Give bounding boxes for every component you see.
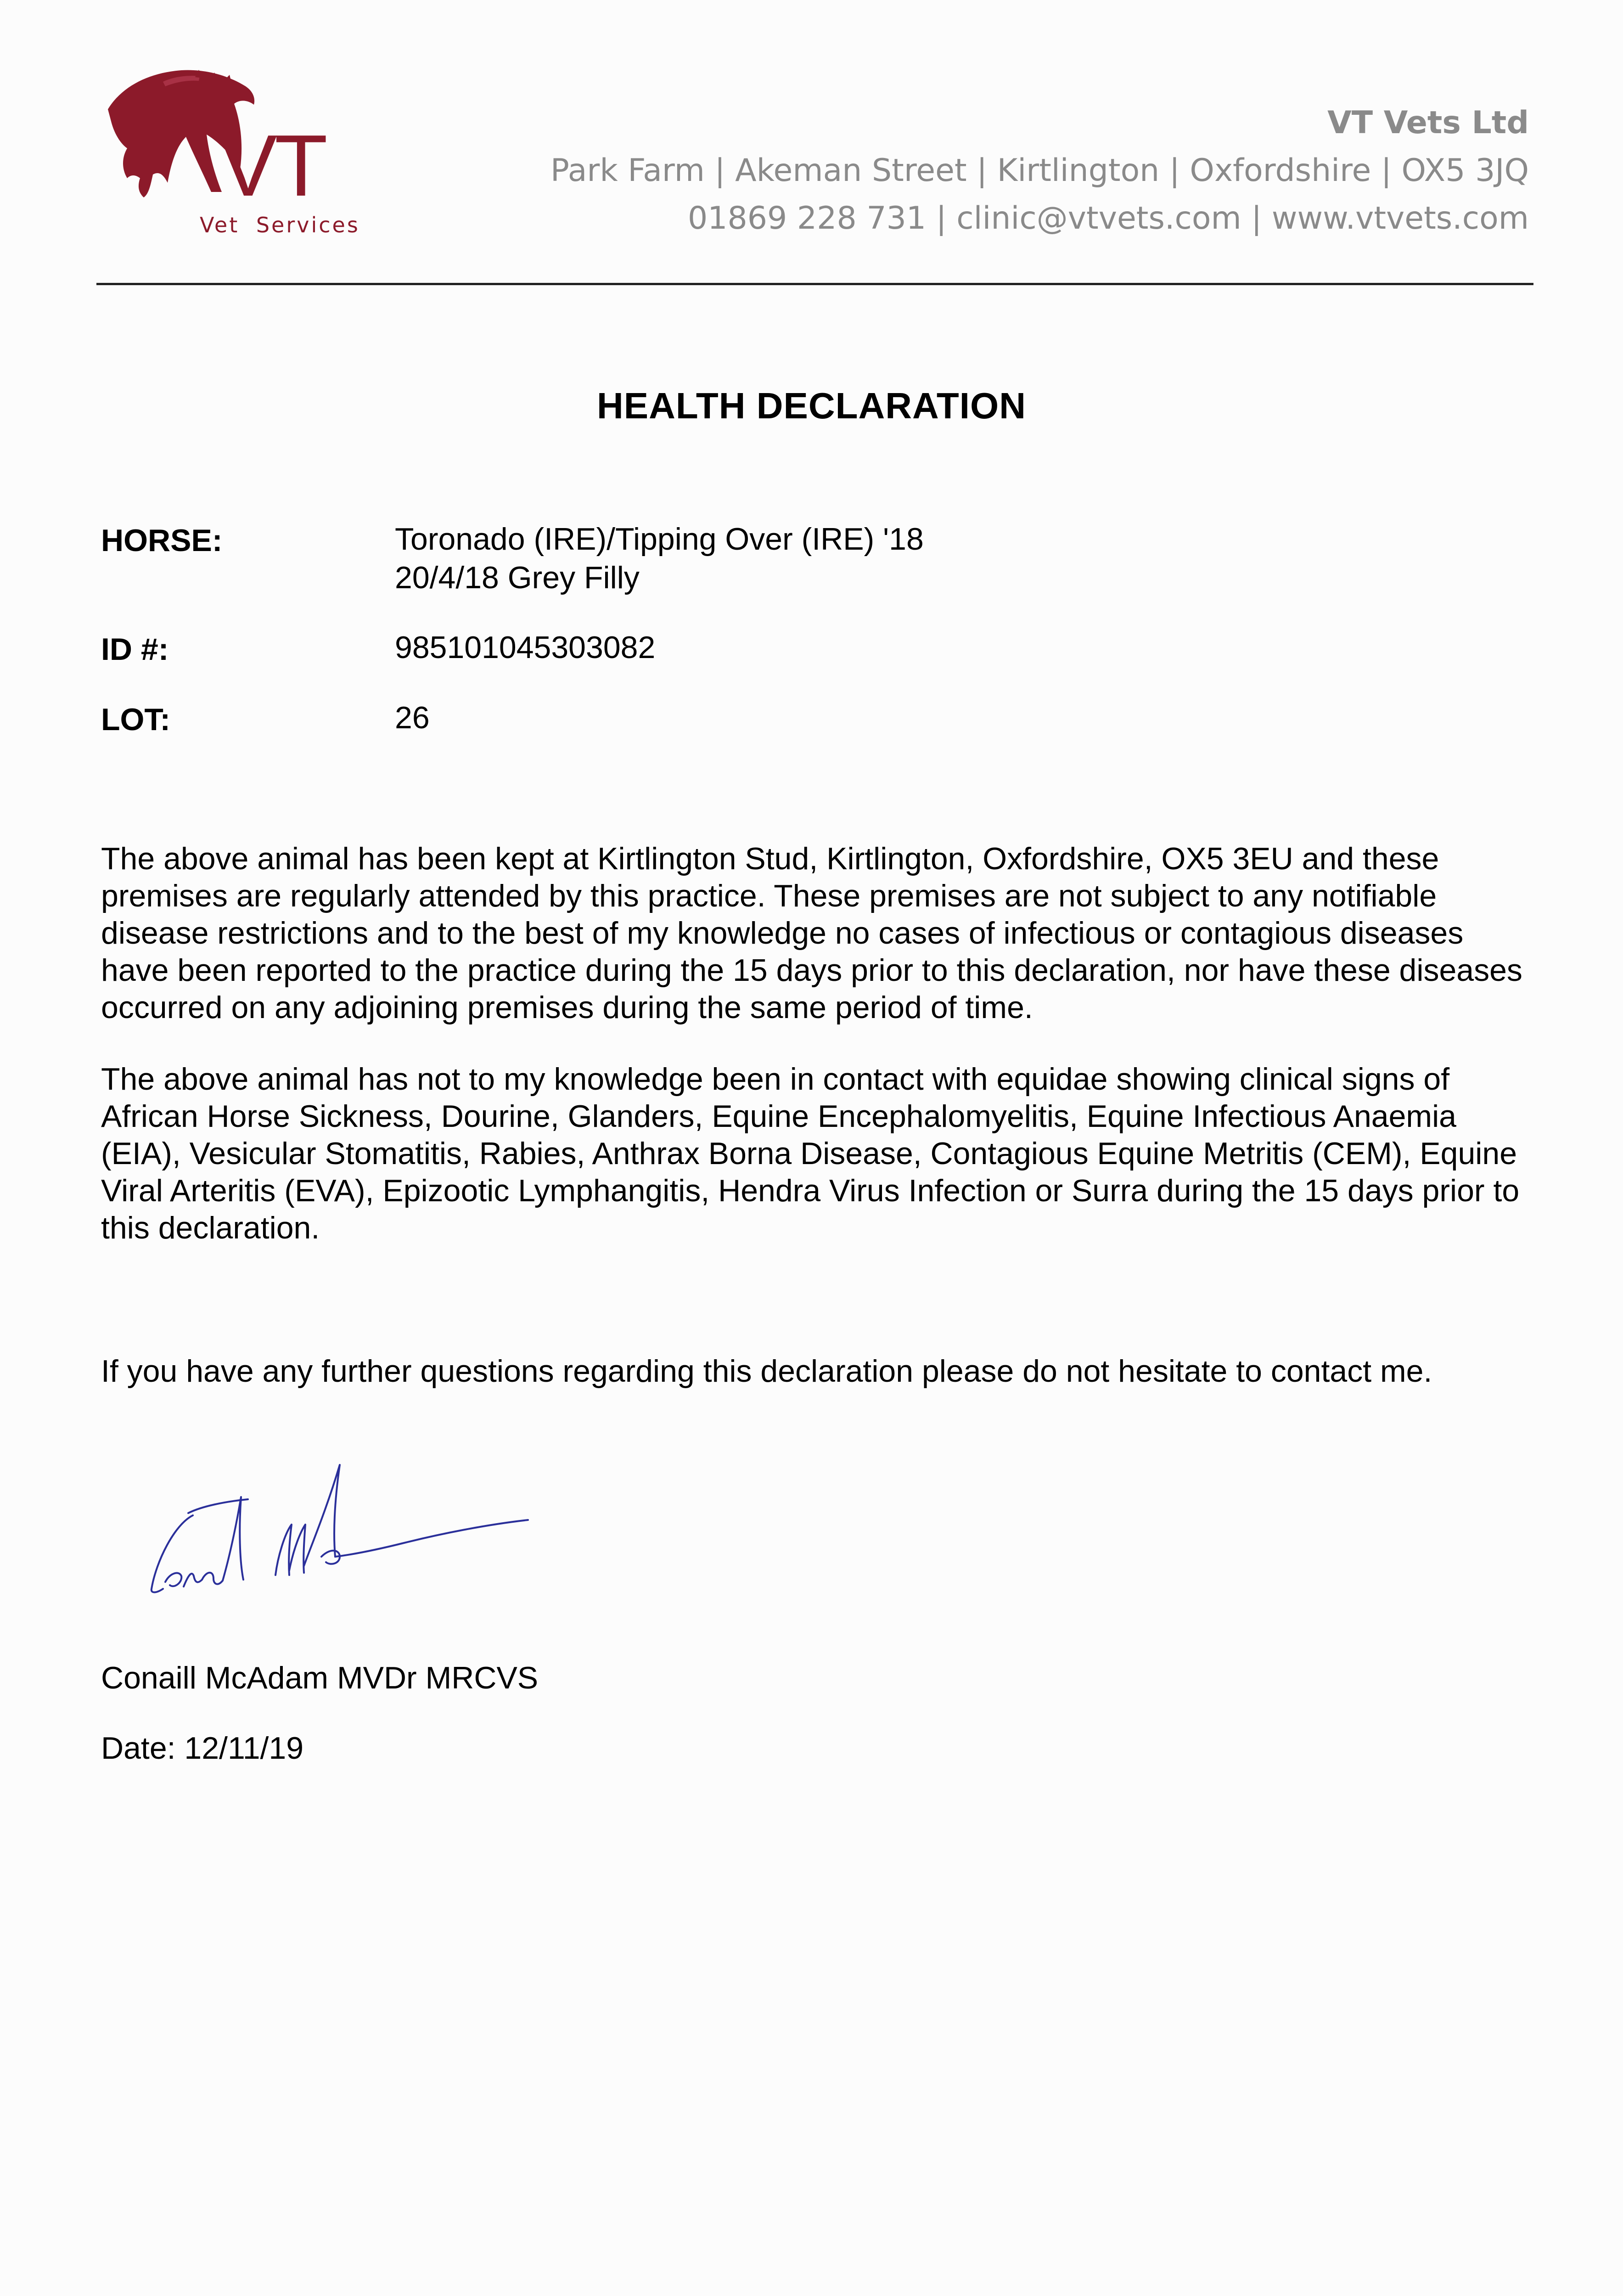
id-label: ID #: (101, 632, 169, 667)
horse-details: 20/4/18 Grey Filly (395, 560, 640, 595)
premises-paragraph: The above animal has been kept at Kirtlington Stud, Kirtlington, Oxfordshire, OX5 3EU and these premises are regularly attended by this practice. These premises are not subject to any notifiable disease restrictions and to the best of my knowledge no cases of infectious or contagious diseases have been reported to the practice during the 15 days prior to this declaration, nor have these diseases occurred on any adjoining premises during the same period of time. (101, 841, 1522, 1025)
company-name: VT Vets Ltd (1327, 105, 1529, 141)
logo-initials: VT (219, 117, 325, 214)
signer-name: Conaill McAdam MVDr MRCVS (101, 1660, 539, 1695)
company-contact: 01869 228 731 | clinic@vtvets.com | www.vtvets.com (687, 200, 1529, 236)
horse-name: Toronado (IRE)/Tipping Over (IRE) '18 (395, 522, 924, 557)
company-address: Park Farm | Akeman Street | Kirtlington | Oxfordshire | OX5 3JQ (550, 152, 1529, 189)
lot-label: LOT: (101, 702, 171, 737)
logo (94, 54, 370, 247)
handwritten-signature (138, 1456, 551, 1607)
disease-contact-paragraph: The above animal has not to my knowledge been in contact with equidae showing clinical signs of African Horse Sickness, Dourine, Glanders, Equine Encephalomyelitis, Equine Infectious Anaemia (EIA), Vesicular Stomatitis, Rabies, Anthrax Borna Disease, Contagious Equine Metritis (CEM), Equine Viral Arteritis (EVA), Epizootic Lymphangitis, Hendra Virus Infection or Surra during the 15 days prior to this declaration. (101, 1062, 1520, 1245)
contact-paragraph: If you have any further questions regarding this declaration please do not hesitate to contact me. (101, 1354, 1432, 1389)
lot-value: 26 (395, 700, 430, 735)
declaration-date: Date: 12/11/19 (101, 1731, 304, 1766)
header-divider (96, 283, 1533, 285)
logo-tagline: Vet Services (200, 213, 360, 237)
horse-label: HORSE: (101, 523, 223, 558)
document-title: HEALTH DECLARATION (597, 385, 1026, 426)
id-value: 985101045303082 (395, 630, 656, 665)
